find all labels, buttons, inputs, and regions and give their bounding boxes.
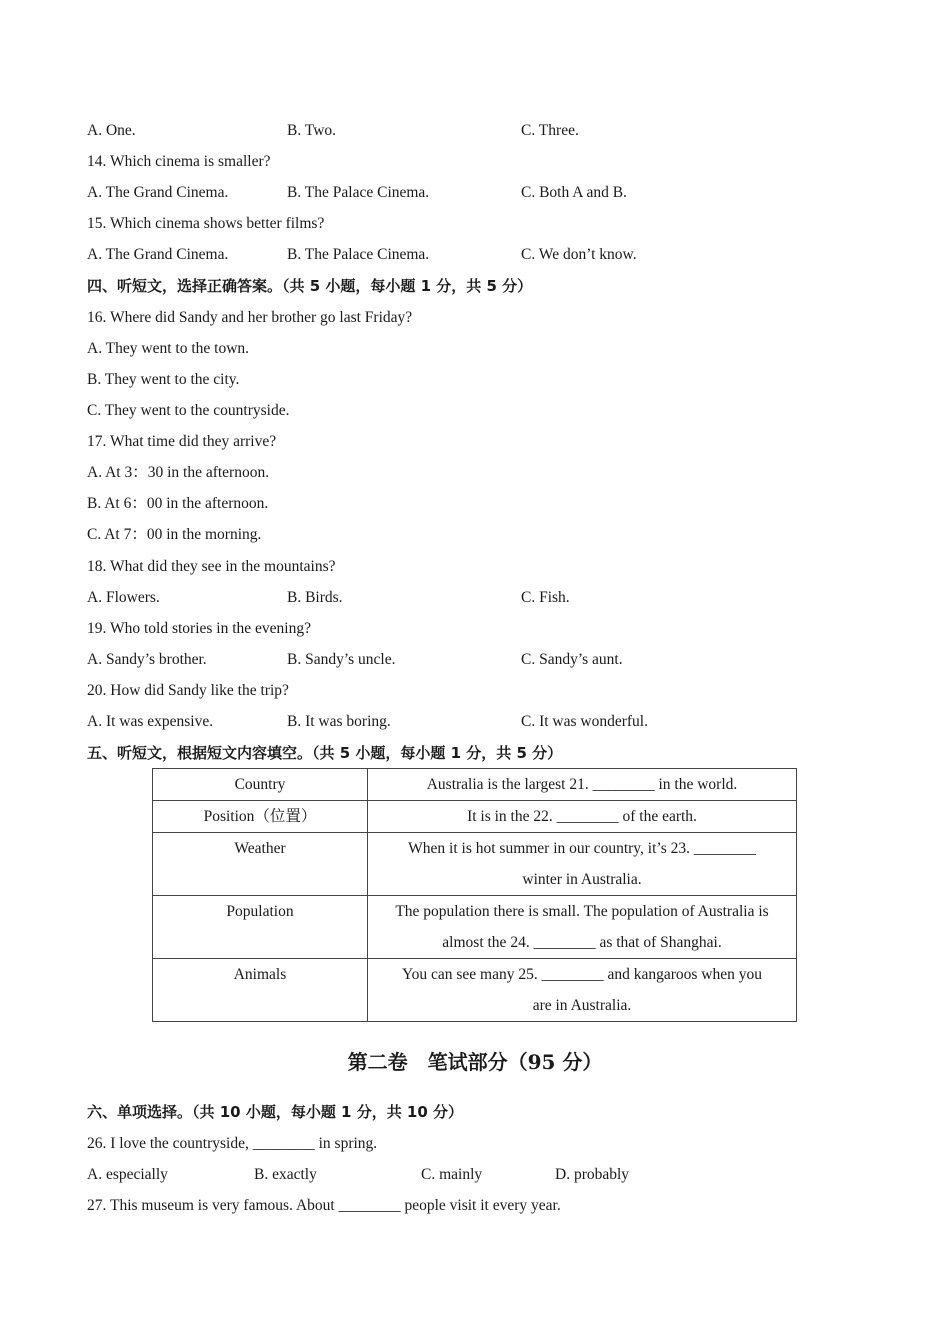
q18-option-b: B. Birds. [287,589,343,606]
q13-option-c: C. Three. [521,122,579,139]
q27-stem: 27. This museum is very famous. About ________ people visit it every year. [87,1197,561,1214]
section-4-heading: 四、听短文，选择正确答案。（共 5 小题，每小题 1 分，共 5 分） [87,277,533,295]
q17-option-a: A. At 3：30 in the afternoon. [87,464,270,481]
fill-in-table [152,768,797,1022]
q26-option-b: B. exactly [254,1166,317,1183]
table-value-animals-line-1: You can see many 25. ________ and kangaroos when you [401,966,763,983]
table-key-position: Position（位置） [153,801,368,833]
table-row [153,833,797,896]
q16-option-b: B. They went to the city. [87,371,240,388]
q20-option-b: B. It was boring. [287,713,391,730]
table-row [153,896,797,959]
table-value-country: Australia is the largest 21. ________ in the world. [368,769,797,801]
q14-option-a: A. The Grand Cinema. [87,184,229,201]
part-2-title: 第二卷 笔试部分（95 分） [347,1050,603,1074]
q13-option-b: B. Two. [287,122,337,139]
table-row [153,801,797,833]
table-value-weather-line-1: When it is hot summer in our country, it’s 23. ________ [408,840,756,857]
q14-stem: 14. Which cinema is smaller? [87,153,271,170]
q26-option-a: A. especially [87,1166,168,1183]
q20-options [0,712,950,732]
q19-option-b: B. Sandy’s uncle. [287,651,396,668]
table-value-weather [368,833,797,896]
q14-option-b: B. The Palace Cinema. [287,184,430,201]
q13-option-a: A. One. [87,122,136,139]
table-value-weather-line-2: winter in Australia. [522,871,642,888]
q15-stem: 15. Which cinema shows better films? [87,215,325,232]
table-value-population-line-1: The population there is small. The population of Australia is [395,903,769,920]
q20-stem: 20. How did Sandy like the trip? [87,682,289,699]
q15-option-c: C. We don’t know. [521,246,637,263]
q16-option-c: C. They went to the countryside. [87,402,290,419]
table-key-animals: Animals [153,959,368,1022]
q26-stem: 26. I love the countryside, ________ in spring. [87,1135,378,1152]
table-value-population [368,896,797,959]
q19-option-c: C. Sandy’s aunt. [521,651,623,668]
section-5-heading: 五、听短文，根据短文内容填空。（共 5 小题，每小题 1 分，共 5 分） [87,744,563,762]
q26-option-c: C. mainly [421,1166,483,1183]
table-key-weather: Weather [153,833,368,896]
q19-stem: 19. Who told stories in the evening? [87,620,311,637]
q13-options [0,121,950,141]
table-row [153,959,797,1022]
q14-options [0,183,950,203]
q16-stem: 16. Where did Sandy and her brother go last Friday? [87,309,413,326]
q18-option-a: A. Flowers. [87,589,160,606]
table-value-animals [368,959,797,1022]
section-6-heading: 六、单项选择。（共 10 小题，每小题 1 分，共 10 分） [87,1103,464,1121]
table-row [153,769,797,801]
q20-option-c: C. It was wonderful. [521,713,648,730]
table-value-position: It is in the 22. ________ of the earth. [368,801,797,833]
q26-option-d: D. probably [555,1166,630,1183]
q15-options [0,245,950,265]
q26-options [0,1165,950,1185]
q18-option-c: C. Fish. [521,589,570,606]
q18-options [0,588,950,608]
q19-option-a: A. Sandy’s brother. [87,651,207,668]
q15-option-a: A. The Grand Cinema. [87,246,229,263]
table-key-population: Population [153,896,368,959]
table-value-animals-line-2: are in Australia. [532,997,632,1014]
q20-option-a: A. It was expensive. [87,713,214,730]
q17-option-b: B. At 6：00 in the afternoon. [87,495,269,512]
q19-options [0,650,950,670]
q15-option-b: B. The Palace Cinema. [287,246,430,263]
q17-option-c: C. At 7：00 in the morning. [87,526,262,543]
table-value-population-line-2: almost the 24. ________ as that of Shanghai. [442,934,722,951]
q16-option-a: A. They went to the town. [87,340,250,357]
q17-stem: 17. What time did they arrive? [87,433,277,450]
table-key-country: Country [153,769,368,801]
q18-stem: 18. What did they see in the mountains? [87,558,336,575]
q14-option-c: C. Both A and B. [521,184,627,201]
